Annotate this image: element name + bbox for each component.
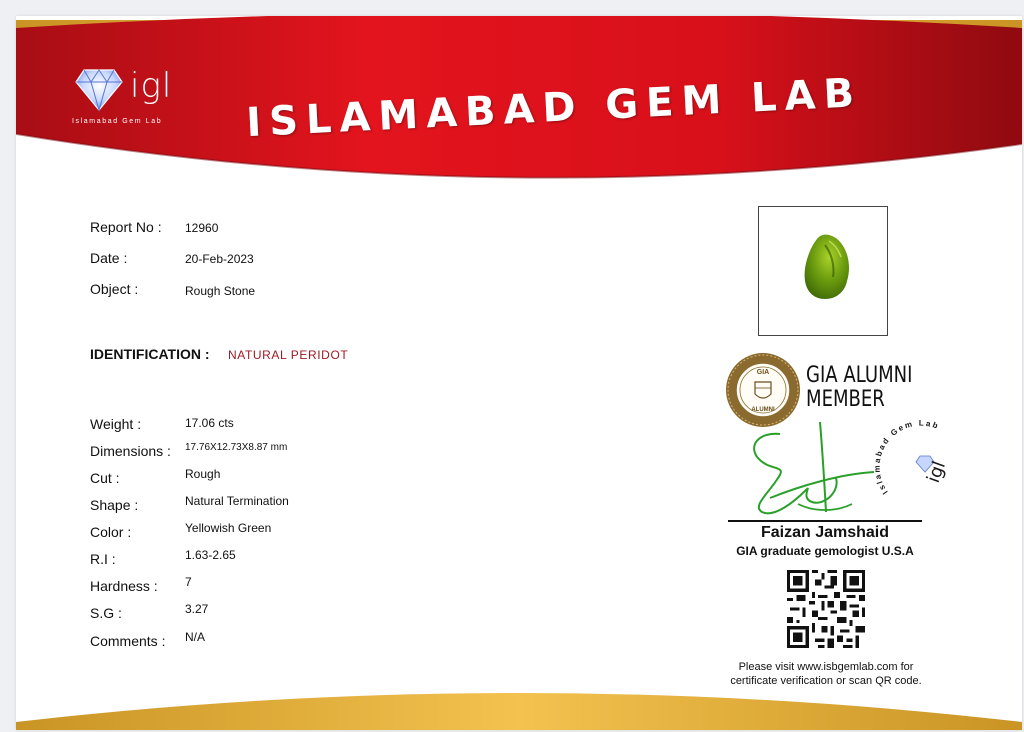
signature xyxy=(740,416,880,520)
gia-alumni-text xyxy=(806,364,912,412)
cut-value: Rough xyxy=(185,467,221,481)
weight-value: 17.06 cts xyxy=(185,416,234,430)
certificate-card xyxy=(16,16,1022,730)
logo-mark: igl xyxy=(130,66,173,106)
sg-label: S.G : xyxy=(90,605,122,621)
footer-banner xyxy=(16,680,1022,730)
cut-label: Cut : xyxy=(90,470,120,486)
report-no-label: Report No : xyxy=(90,219,162,235)
dimensions-value: 17.76X12.73X8.87 mm xyxy=(185,442,288,453)
signer-name: Faizan Jamshaid xyxy=(760,524,890,541)
seal-top-text: GIA xyxy=(756,369,770,376)
lab-logo xyxy=(74,66,194,136)
identification-row xyxy=(90,346,348,364)
stone-photo-frame xyxy=(758,206,888,336)
qr-code-icon[interactable] xyxy=(787,570,865,648)
lab-stamp xyxy=(866,412,966,512)
signer-title: GIA graduate gemologist U.S.A xyxy=(736,544,914,558)
seal-bottom-text: ALUMNI xyxy=(751,407,775,413)
verification-line2: certificate verification or scan QR code. xyxy=(730,675,922,687)
ri-value: 1.63-2.65 xyxy=(185,548,236,562)
gia-line1: GIA ALUMNI xyxy=(806,363,913,388)
weight-label: Weight : xyxy=(90,416,142,432)
object-label: Object : xyxy=(90,281,139,297)
stamp-arc-text: Islamabad Gem Lab xyxy=(872,418,941,497)
shape-label: Shape : xyxy=(90,497,139,513)
verification-line1: Please visit www.isbgemlab.com for xyxy=(738,661,914,673)
gia-line2: MEMBER xyxy=(806,387,885,412)
hardness-value: 7 xyxy=(185,575,192,589)
shape-value: Natural Termination xyxy=(185,494,289,508)
hardness-label: Hardness : xyxy=(90,578,158,594)
comments-value: N/A xyxy=(185,630,206,644)
sg-value: 3.27 xyxy=(185,602,209,616)
object-value: Rough Stone xyxy=(185,284,256,298)
signature-line xyxy=(728,520,922,522)
identification-label: IDENTIFICATION : xyxy=(90,346,210,362)
identification-value: NATURAL PERIDOT xyxy=(227,348,349,362)
dimensions-label: Dimensions : xyxy=(90,443,171,459)
color-label: Color : xyxy=(90,524,132,540)
comments-label: Comments : xyxy=(90,633,166,649)
lab-name-title: ISLAMABAD GEM LAB xyxy=(245,70,864,147)
color-value: Yellowish Green xyxy=(185,521,272,535)
stamp-mark: igl xyxy=(922,458,951,486)
ri-label: R.I : xyxy=(90,551,116,567)
report-no-value: 12960 xyxy=(185,221,219,235)
stone-photo xyxy=(759,207,887,335)
date-label: Date : xyxy=(90,250,128,266)
date-value: 20-Feb-2023 xyxy=(185,252,254,266)
logo-tagline: Islamabad Gem Lab xyxy=(72,118,163,125)
diamond-icon xyxy=(74,66,124,112)
